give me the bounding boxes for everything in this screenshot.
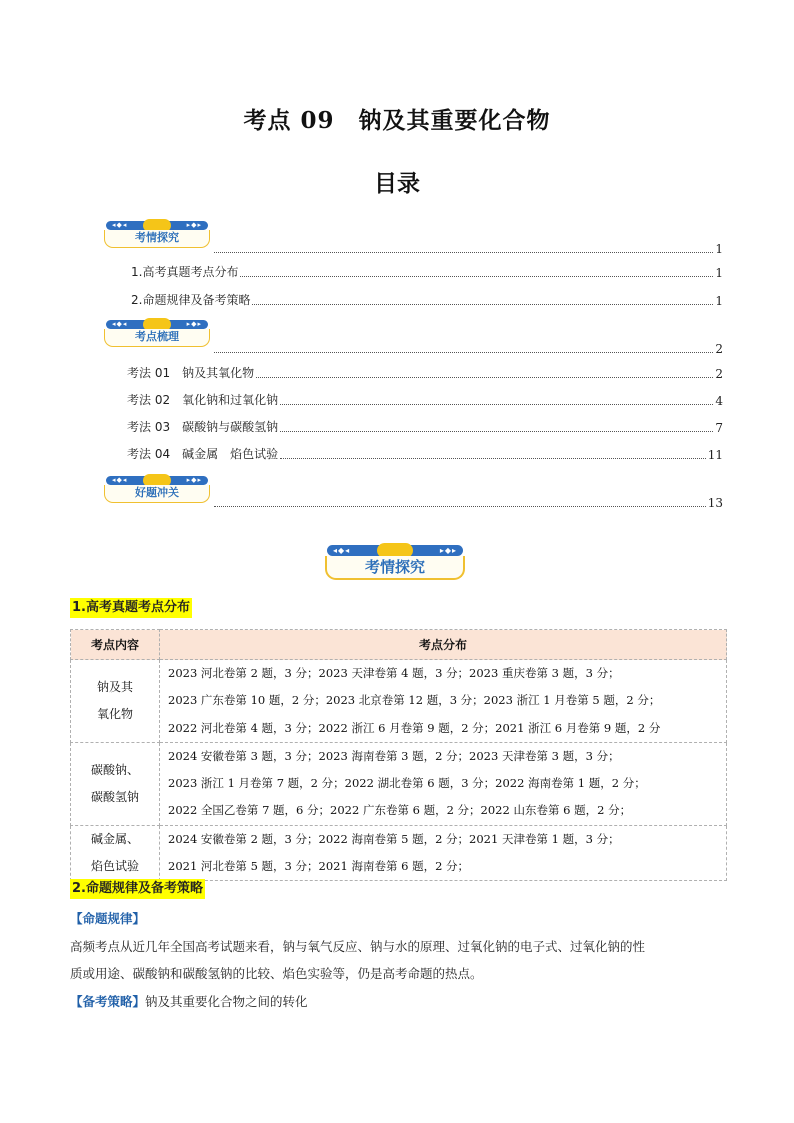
toc-banner-haoti[interactable] [104,474,210,504]
toc-entry[interactable]: 考法 02 氧化钠和过氧化钠 4 [127,393,723,408]
toc-page-number: 4 [715,394,723,408]
exam-distribution-table [70,629,727,881]
toc-entry[interactable]: 考法 03 碳酸钠与碳酸氢钠 7 [127,420,723,435]
toc-page-number: 11 [707,448,723,462]
law-text: 高频考点从近几年全国高考试题来看，钠与氧气反应、钠与水的原理、过氧化钠的电子式、过氧化钠的性 质或用途、碳酸钠和碳酸氢钠的比较、焰色实验等，仍是高考命题的热点。 [70,939,646,981]
toc-page-number: 1 [715,242,723,256]
detail-cell: 2024 安徽卷第 3 题，3 分；2023 海南卷第 3 题，2 分；2023 天津卷第 3 题，3 分； 2023 浙江 1 月卷第 7 题，2 分；2022 湖北卷第 6 题，3 分；2022 海南卷第 1 题，2 分； 2022 全国乙卷第 7 题，6 分；2022 广东卷第 6 题，2 分；2022 山东卷第 6 题，2 分； [160,742,727,825]
toc-entry[interactable] [212,240,723,256]
toc-entry[interactable]: 2.命题规律及备考策略 1 [131,293,723,308]
toc-page-number: 13 [707,496,723,510]
arrow-left-icon: ◂◆◂ [333,546,351,555]
arrow-left-icon: ◂◆◂ [112,476,128,484]
table-row [71,660,727,743]
arrow-left-icon: ◂◆◂ [112,320,128,328]
arrow-left-icon: ◂◆◂ [112,221,128,229]
table-header-row [71,630,727,660]
banner-label: 考情探究 [325,556,465,580]
topic-cell: 钠及其 氧化物 [71,660,160,743]
banner-label: 考情探究 [104,230,210,248]
section-heading-strategy: 2.命题规律及备考策略 [70,879,205,899]
toc-banner-kaoqing[interactable] [104,219,210,249]
arrow-right-icon: ▸◆▸ [439,546,457,555]
table-row [71,825,727,881]
detail-cell: 2024 安徽卷第 2 题，3 分；2022 海南卷第 5 题，2 分；2021 天津卷第 1 题，3 分； 2021 河北卷第 5 题，3 分；2021 海南卷第 6 题，2 分； [160,825,727,881]
arrow-right-icon: ▸◆▸ [186,320,202,328]
toc-page-number: 1 [715,266,723,280]
toc-entry[interactable]: 考法 01 钠及其氧化物 2 [127,366,723,381]
topic-cell: 碱金属、 焰色试验 [71,825,160,881]
arrow-right-icon: ▸◆▸ [186,221,202,229]
document-title: 考点 09 钠及其重要化合物 [243,107,551,134]
header-topic: 考点内容 [71,630,160,660]
arrow-right-icon: ▸◆▸ [186,476,202,484]
toc-entry[interactable] [212,340,723,356]
banner-label: 考点梳理 [104,329,210,347]
toc-banner-kaodian[interactable] [104,318,210,348]
toc-page-number: 7 [715,421,723,435]
header-distribution: 考点分布 [160,630,727,660]
section-banner [325,543,465,581]
strategy-line: 【备考策略】钠及其重要化合物之间的转化 [70,994,308,1009]
toc-page-number: 1 [715,294,723,308]
table-row [71,742,727,825]
banner-label: 好题冲关 [104,485,210,503]
toc-page-number: 2 [715,342,723,356]
toc-entry[interactable] [212,494,723,510]
detail-cell: 2023 河北卷第 2 题，3 分；2023 天津卷第 4 题，3 分；2023 重庆卷第 3 题，3 分； 2023 广东卷第 10 题，2 分；2023 北京卷第 12 题，3 分；2023 浙江 1 月卷第 5 题，2 分； 2022 河北卷第 4 题，3 分；2022 浙江 6 月卷第 9 题，2 分；2021 浙江 6 月卷第 9 题，2 分 [160,660,727,743]
section-heading-distribution: 1.高考真题考点分布 [70,598,192,618]
topic-cell: 碳酸钠、 碳酸氢钠 [71,742,160,825]
toc-heading: 目录 [374,170,420,197]
toc-entry[interactable]: 考法 04 碱金属 焰色试验 11 [127,447,723,462]
strategy-text: 钠及其重要化合物之间的转化 [145,994,308,1009]
toc-entry[interactable]: 1.高考真题考点分布 1 [131,265,723,280]
law-label: 【命题规律】 [70,911,146,926]
toc-page-number: 2 [715,367,723,381]
